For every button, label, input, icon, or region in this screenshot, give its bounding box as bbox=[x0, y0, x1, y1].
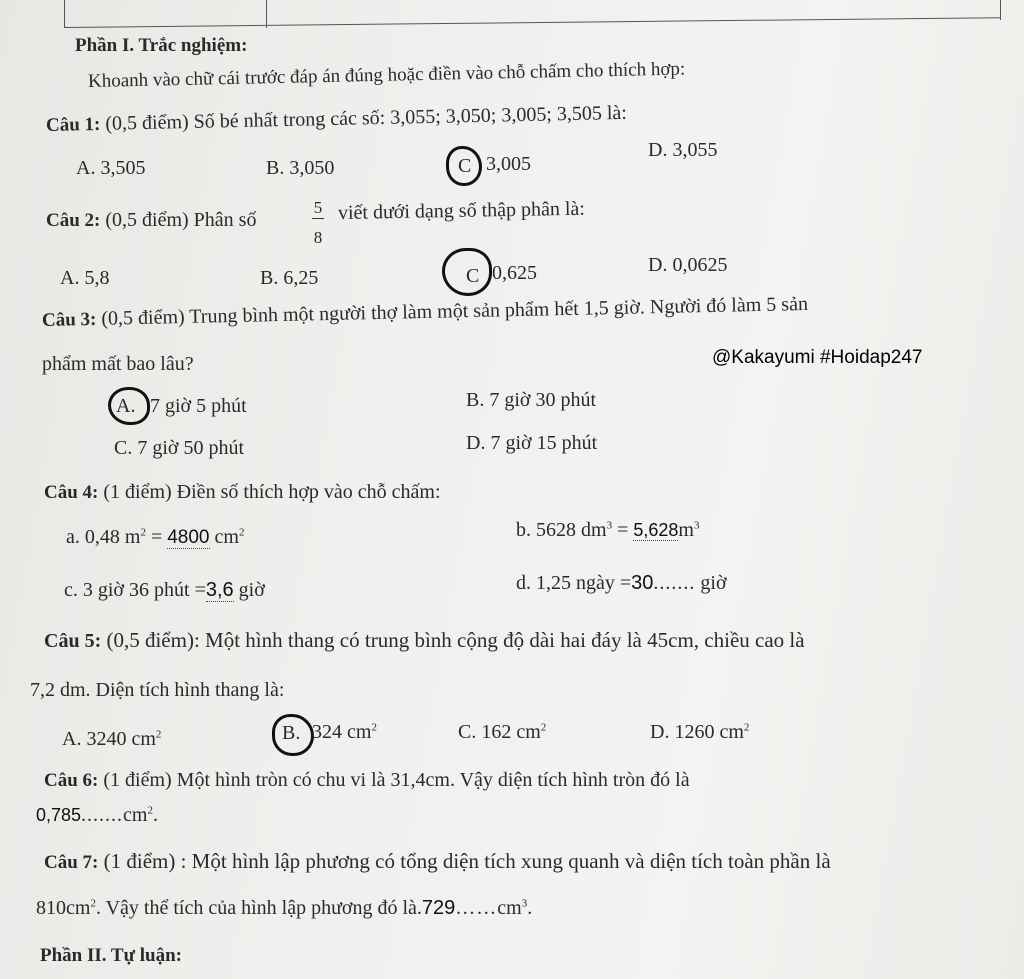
q5-c-sup: 2 bbox=[540, 721, 547, 734]
q2-option-b[interactable]: B. 6,25 bbox=[260, 267, 319, 289]
q2-option-a[interactable]: A. 5,8 bbox=[60, 267, 110, 289]
q6-unit-sup: 2 bbox=[147, 804, 153, 817]
q4-b-answer[interactable]: 5,628 bbox=[633, 520, 679, 540]
q7-dots: …… bbox=[455, 897, 498, 919]
q1-option-a[interactable]: A. 3,505 bbox=[76, 157, 146, 179]
q7-unit-sup: 3 bbox=[521, 897, 528, 910]
question-1 bbox=[46, 103, 627, 135]
question-4 bbox=[44, 482, 441, 502]
question-2-text-before: (0,5 điểm) Phân số bbox=[105, 209, 257, 231]
q5-b-sup: 2 bbox=[371, 721, 377, 734]
question-3 bbox=[42, 294, 808, 330]
fraction-denominator: 8 bbox=[313, 228, 323, 247]
question-5-text: (0,5 điểm): Một hình thang có trung bình cộng độ dài hai đáy là 45cm, chiều cao là bbox=[106, 628, 805, 652]
question-6 bbox=[44, 770, 690, 790]
q4-a-eq: = bbox=[150, 526, 163, 548]
q5-option-d[interactable] bbox=[650, 722, 749, 742]
watermark: @Kakayumi #Hoidap247 bbox=[712, 347, 923, 368]
q4-c-unit: giờ bbox=[238, 579, 265, 601]
q4-d-left: d. 1,25 ngày = bbox=[516, 572, 632, 594]
q7-answer[interactable]: 729 bbox=[421, 897, 456, 919]
part2-title: Phần II. Tự luận: bbox=[40, 945, 182, 966]
q1-option-c-value[interactable]: 3,005 bbox=[486, 153, 531, 175]
q5-answer-circle bbox=[272, 714, 314, 756]
q3-option-a-letter[interactable]: A. bbox=[116, 395, 136, 417]
question-3-text: (0,5 điểm) Trung bình một người thợ làm một sản phẩm hết 1,5 giờ. Người đó làm 5 sản bbox=[101, 292, 809, 330]
q5-option-a[interactable] bbox=[62, 729, 161, 749]
q4-b-unit-sup: 3 bbox=[693, 519, 700, 532]
q3-option-d[interactable]: D. 7 giờ 15 phút bbox=[466, 432, 598, 454]
q5-option-b-value[interactable] bbox=[312, 722, 377, 742]
q4-a-unit: cm bbox=[214, 526, 239, 548]
instruction: Khoanh vào chữ cái trước đáp án đúng hoặc điền vào chỗ chấm cho thích hợp: bbox=[87, 58, 686, 92]
q4-d-answer[interactable]: 30 bbox=[631, 572, 654, 594]
part1-title: Phần I. Trắc nghiệm: bbox=[75, 35, 248, 56]
q4-c-answer[interactable]: 3,6 bbox=[205, 579, 234, 601]
q4-b-sup: 3 bbox=[606, 519, 613, 532]
question-2-before bbox=[46, 210, 256, 230]
question-7-label: Câu 7: bbox=[44, 852, 99, 873]
question-6-text: (1 điểm) Một hình tròn có chu vi là 31,4cm. Vậy diện tích hình tròn đó là bbox=[103, 769, 690, 791]
q6-unit: cm bbox=[123, 804, 148, 826]
fraction-line bbox=[312, 218, 324, 219]
question-5 bbox=[44, 630, 805, 651]
question-2-label: Câu 2: bbox=[46, 210, 101, 231]
q2-option-d[interactable]: D. 0,0625 bbox=[648, 254, 728, 276]
fraction-numerator: 5 bbox=[313, 198, 323, 217]
q4-c-left: c. 3 giờ 36 phút = bbox=[64, 579, 206, 601]
q5-option-b-text: 324 cm bbox=[312, 721, 372, 743]
q4-b-unit: m bbox=[678, 519, 694, 541]
q4-c-line bbox=[64, 580, 265, 600]
table-border-left bbox=[64, 0, 65, 28]
q4-a-unit-sup: 2 bbox=[238, 526, 245, 539]
q7-text-b: . Vậy thể tích của hình lập phương đó là. bbox=[95, 897, 422, 919]
q3-answer-circle bbox=[108, 387, 150, 425]
q5-option-d-text: D. 1260 cm bbox=[650, 721, 744, 743]
q1-answer-circle bbox=[446, 146, 482, 186]
q6-dots: ....... bbox=[81, 804, 124, 826]
q2-answer-circle bbox=[442, 248, 492, 296]
q1-option-c-letter[interactable]: C bbox=[458, 155, 472, 177]
q4-d-dots: ....... bbox=[653, 572, 696, 594]
question-6-label: Câu 6: bbox=[44, 770, 99, 791]
q2-option-c-letter[interactable]: C bbox=[466, 265, 480, 287]
q1-option-d[interactable]: D. 3,055 bbox=[648, 139, 718, 161]
q7-text-a: 810cm bbox=[36, 897, 91, 919]
q3-option-a-value[interactable]: 7 giờ 5 phút bbox=[150, 395, 247, 417]
table-border-mid bbox=[266, 0, 267, 28]
q6-answer-line: $0,785.......cm^2$. bbox=[36, 804, 158, 826]
q4-a-answer[interactable]: 4800 bbox=[167, 527, 210, 548]
question-4-text: (1 điểm) Điền số thích hợp vào chỗ chấm: bbox=[103, 481, 441, 503]
q4-b-eq: = bbox=[617, 519, 629, 541]
question-4-label: Câu 4: bbox=[44, 482, 99, 503]
q7-unit: cm bbox=[497, 897, 522, 919]
q3-option-b[interactable]: B. 7 giờ 30 phút bbox=[466, 389, 597, 411]
q1-option-b[interactable]: B. 3,050 bbox=[266, 157, 335, 179]
question-3-label: Câu 3: bbox=[41, 308, 97, 331]
q4-d-unit: giờ bbox=[700, 572, 727, 594]
q4-b-left: b. 5628 dm bbox=[516, 519, 607, 541]
q5-option-a-text: A. 3240 cm bbox=[62, 728, 156, 750]
q5-d-sup: 2 bbox=[743, 721, 750, 734]
q4-d-line bbox=[516, 573, 727, 593]
q3-option-c[interactable]: C. 7 giờ 50 phút bbox=[114, 437, 245, 459]
question-5-text-cont: 7,2 dm. Diện tích hình thang là: bbox=[30, 679, 285, 701]
question-7 bbox=[44, 851, 831, 872]
q5-option-b-letter[interactable]: B. bbox=[282, 722, 301, 744]
question-1-label: Câu 1: bbox=[45, 113, 101, 136]
question-5-label: Câu 5: bbox=[44, 630, 102, 652]
question-3-text-cont: phẩm mất bao lâu? bbox=[42, 353, 194, 375]
table-border-bottom bbox=[64, 17, 1001, 28]
q7-sup2: 2 bbox=[90, 897, 96, 910]
q6-answer[interactable]: 0,785 bbox=[36, 805, 82, 825]
question-2-text-after: viết dưới dạng số thập phân là: bbox=[337, 197, 586, 224]
q5-option-c-text: C. 162 cm bbox=[458, 721, 541, 743]
q4-a-sup: 2 bbox=[140, 526, 146, 539]
q5-option-c[interactable] bbox=[458, 722, 546, 742]
q2-option-c-value[interactable]: 0,625 bbox=[492, 262, 537, 284]
q5-a-sup: 2 bbox=[155, 728, 162, 741]
q4-a-left: a. 0,48 m bbox=[66, 526, 141, 548]
q4-b-line bbox=[516, 520, 699, 540]
question-7-text: (1 điểm) : Một hình lập phương có tổng diện tích xung quanh và diện tích toàn phần là bbox=[103, 849, 831, 873]
q4-a-line bbox=[66, 527, 244, 547]
question-1-text: (0,5 điểm) Số bé nhất trong các số: 3,055; 3,050; 3,005; 3,505 là: bbox=[105, 101, 628, 135]
q7-answer-line: $810cm^2$. Vậy thể tích của hình lập phương đó $là.729\dots\dots cm^3$. bbox=[36, 897, 533, 919]
